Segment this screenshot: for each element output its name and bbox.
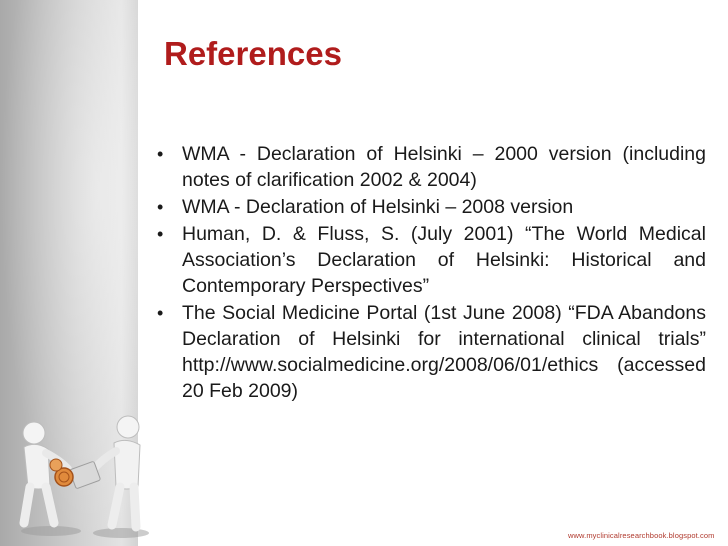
reference-item-4 bbox=[156, 300, 706, 404]
reference-text: The Social Medicine Portal (1st June 2008) “FDA Abandons Declaration of Helsinki for international clinical trials” http://www.socialmedicine.org/2008/06/01/ethics (accessed 20 Feb 2009) bbox=[182, 302, 706, 402]
bullet-icon: • bbox=[157, 197, 164, 217]
footer-url: www.myclinicalresearchbook.blogspot.com bbox=[568, 531, 715, 540]
figure-shadow-left bbox=[21, 526, 81, 536]
right-person-figure bbox=[92, 416, 140, 527]
reference-item-1 bbox=[156, 141, 706, 193]
stamp-seal-icon bbox=[50, 459, 73, 486]
reference-text: WMA - Declaration of Helsinki – 2000 version (including notes of clarification 2002 & 2004) bbox=[182, 143, 706, 191]
reference-item-3 bbox=[156, 221, 706, 299]
reference-text: WMA - Declaration of Helsinki – 2008 version bbox=[182, 196, 574, 218]
references-list bbox=[156, 141, 706, 405]
people-exchanging-document-illustration bbox=[6, 395, 156, 540]
slide-title: References bbox=[164, 35, 342, 72]
reference-item-2 bbox=[156, 194, 706, 220]
figure-shadow-right bbox=[93, 528, 149, 538]
bullet-icon: • bbox=[157, 224, 164, 244]
bullet-icon: • bbox=[157, 303, 164, 323]
reference-text: Human, D. & Fluss, S. (July 2001) “The World Medical Association’s Declaration of Helsinki: Historical and Contemporary Perspectives” bbox=[182, 223, 706, 297]
bullet-icon: • bbox=[157, 144, 164, 164]
